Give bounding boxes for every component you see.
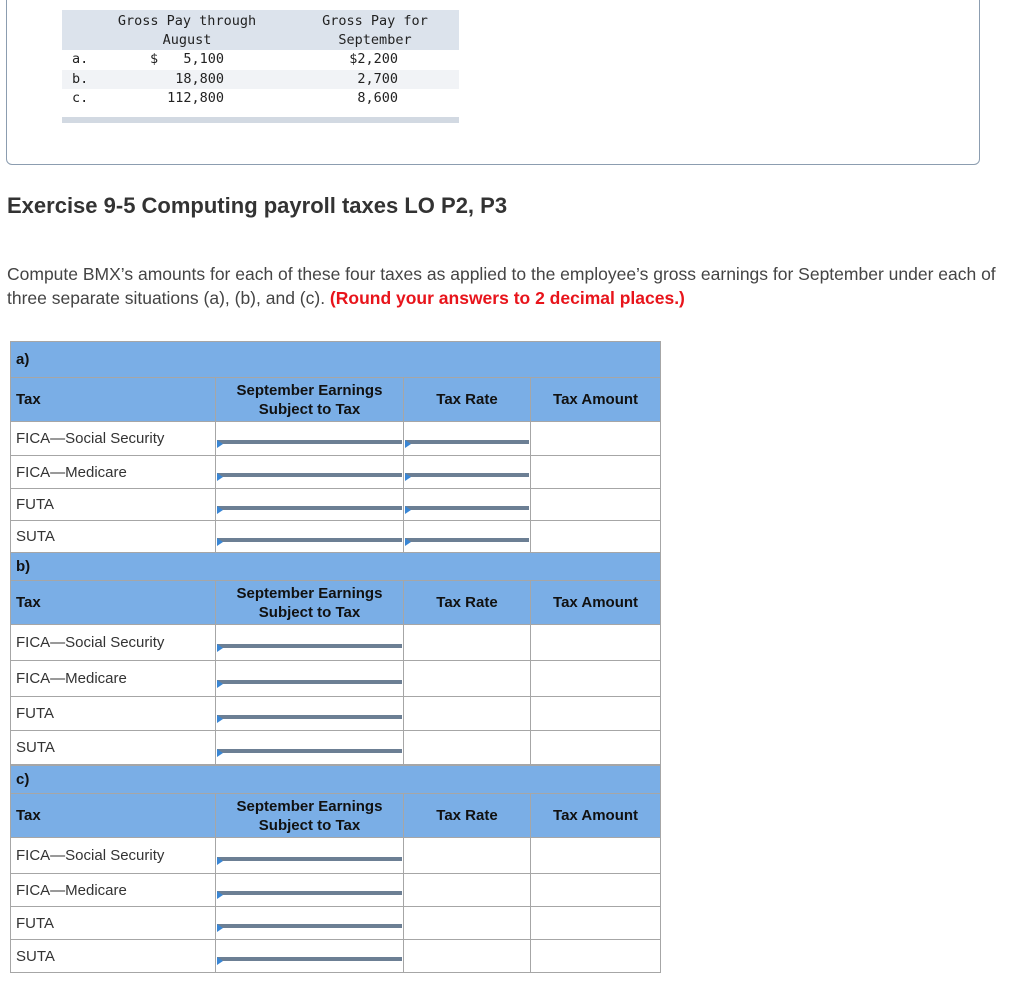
column-amount: Tax Amount bbox=[531, 794, 661, 838]
column-rate: Tax Rate bbox=[404, 378, 531, 422]
input-marker-icon bbox=[217, 440, 223, 448]
earnings-input[interactable] bbox=[216, 874, 404, 907]
given-row-a: a. $ 5,100 $2,200 bbox=[72, 51, 398, 67]
earnings-input[interactable] bbox=[216, 456, 404, 489]
earnings-input[interactable] bbox=[216, 521, 404, 553]
amount-cell bbox=[531, 907, 661, 940]
column-amount: Tax Amount bbox=[531, 378, 661, 422]
column-rate: Tax Rate bbox=[404, 581, 531, 625]
section-label: a) bbox=[11, 342, 661, 378]
tax-table-b bbox=[10, 552, 661, 765]
input-marker-icon bbox=[217, 506, 223, 514]
input-marker-icon bbox=[217, 891, 223, 899]
table-row bbox=[11, 838, 661, 874]
input-marker-icon bbox=[405, 473, 411, 481]
header-gross-pay-august: Gross Pay through August bbox=[117, 13, 257, 48]
tax-name: FICA—Medicare bbox=[11, 456, 216, 489]
header-gross-pay-september: Gross Pay for September bbox=[322, 13, 428, 48]
input-marker-icon bbox=[217, 644, 223, 652]
tax-name: SUTA bbox=[11, 940, 216, 973]
given-data-header bbox=[62, 10, 459, 50]
table-row bbox=[11, 697, 661, 731]
amount-cell bbox=[531, 731, 661, 765]
earnings-input[interactable] bbox=[216, 838, 404, 874]
section-header-c bbox=[11, 766, 661, 794]
amount-cell bbox=[531, 521, 661, 553]
earnings-input[interactable] bbox=[216, 489, 404, 521]
column-tax: Tax bbox=[11, 794, 216, 838]
input-marker-icon bbox=[217, 924, 223, 932]
instructions bbox=[7, 262, 1022, 310]
column-header-row bbox=[11, 581, 661, 625]
amount-cell bbox=[531, 940, 661, 973]
column-header-row bbox=[11, 794, 661, 838]
earnings-input[interactable] bbox=[216, 940, 404, 973]
input-marker-icon bbox=[217, 749, 223, 757]
input-marker-icon bbox=[217, 857, 223, 865]
tax-name: FICA—Medicare bbox=[11, 874, 216, 907]
column-header-row bbox=[11, 378, 661, 422]
given-row-b: b. 18,800 2,700 bbox=[62, 70, 459, 90]
section-header-b bbox=[11, 553, 661, 581]
table-row bbox=[11, 489, 661, 521]
amount-cell bbox=[531, 838, 661, 874]
amount-cell bbox=[531, 422, 661, 456]
table-row bbox=[11, 456, 661, 489]
earnings-input[interactable] bbox=[216, 907, 404, 940]
exercise-title: Exercise 9-5 Computing payroll taxes LO P2, P3 bbox=[7, 193, 508, 218]
input-marker-icon bbox=[405, 440, 411, 448]
tax-name: FICA—Social Security bbox=[11, 838, 216, 874]
section-label: b) bbox=[11, 553, 661, 581]
rate-cell bbox=[404, 625, 531, 661]
earnings-input[interactable] bbox=[216, 661, 404, 697]
tax-name: FUTA bbox=[11, 697, 216, 731]
section-label: c) bbox=[11, 766, 661, 794]
table-row bbox=[11, 940, 661, 973]
table-row bbox=[11, 521, 661, 553]
input-marker-icon bbox=[217, 473, 223, 481]
input-marker-icon bbox=[217, 680, 223, 688]
amount-cell bbox=[531, 456, 661, 489]
earnings-input[interactable] bbox=[216, 697, 404, 731]
earnings-input[interactable] bbox=[216, 422, 404, 456]
input-marker-icon bbox=[405, 506, 411, 514]
rate-input[interactable] bbox=[404, 489, 531, 521]
instructions-text: Compute BMX’s amounts for each of these four taxes as applied to the employee’s gross earnings for September under each of three separate situations (a), (b), and (c). bbox=[7, 264, 996, 308]
rate-cell bbox=[404, 731, 531, 765]
column-earnings: September Earnings Subject to Tax bbox=[216, 378, 404, 422]
column-rate: Tax Rate bbox=[404, 794, 531, 838]
column-earnings: September Earnings Subject to Tax bbox=[216, 581, 404, 625]
amount-cell bbox=[531, 874, 661, 907]
column-amount: Tax Amount bbox=[531, 581, 661, 625]
column-earnings: September Earnings Subject to Tax bbox=[216, 794, 404, 838]
rate-cell bbox=[404, 907, 531, 940]
amount-cell bbox=[531, 661, 661, 697]
table-row bbox=[11, 731, 661, 765]
tax-name: SUTA bbox=[11, 731, 216, 765]
column-tax: Tax bbox=[11, 378, 216, 422]
input-marker-icon bbox=[217, 715, 223, 723]
tax-name: FICA—Social Security bbox=[11, 625, 216, 661]
input-marker-icon bbox=[217, 538, 223, 546]
given-data-table bbox=[62, 10, 459, 109]
tax-name: FICA—Medicare bbox=[11, 661, 216, 697]
input-marker-icon bbox=[405, 538, 411, 546]
table-row bbox=[11, 422, 661, 456]
table-row bbox=[11, 625, 661, 661]
rate-cell bbox=[404, 697, 531, 731]
given-row-c: c. 112,800 8,600 bbox=[72, 90, 398, 106]
table-row bbox=[11, 874, 661, 907]
rate-cell bbox=[404, 874, 531, 907]
earnings-input[interactable] bbox=[216, 625, 404, 661]
rate-cell bbox=[404, 661, 531, 697]
rate-cell bbox=[404, 838, 531, 874]
tax-name: SUTA bbox=[11, 521, 216, 553]
amount-cell bbox=[531, 697, 661, 731]
tax-name: FUTA bbox=[11, 489, 216, 521]
tax-name: FICA—Social Security bbox=[11, 422, 216, 456]
table-row bbox=[11, 907, 661, 940]
given-table-footer-bar bbox=[62, 117, 459, 123]
amount-cell bbox=[531, 489, 661, 521]
table-row bbox=[11, 661, 661, 697]
rate-cell bbox=[404, 940, 531, 973]
rate-input[interactable] bbox=[404, 521, 531, 553]
tax-name: FUTA bbox=[11, 907, 216, 940]
rate-input[interactable] bbox=[404, 456, 531, 489]
input-marker-icon bbox=[217, 957, 223, 965]
rate-input[interactable] bbox=[404, 422, 531, 456]
tax-table-a bbox=[10, 341, 661, 553]
section-header-a bbox=[11, 342, 661, 378]
rounding-note: (Round your answers to 2 decimal places.) bbox=[329, 288, 685, 308]
amount-cell bbox=[531, 625, 661, 661]
earnings-input[interactable] bbox=[216, 731, 404, 765]
column-tax: Tax bbox=[11, 581, 216, 625]
tax-table-c bbox=[10, 765, 661, 973]
